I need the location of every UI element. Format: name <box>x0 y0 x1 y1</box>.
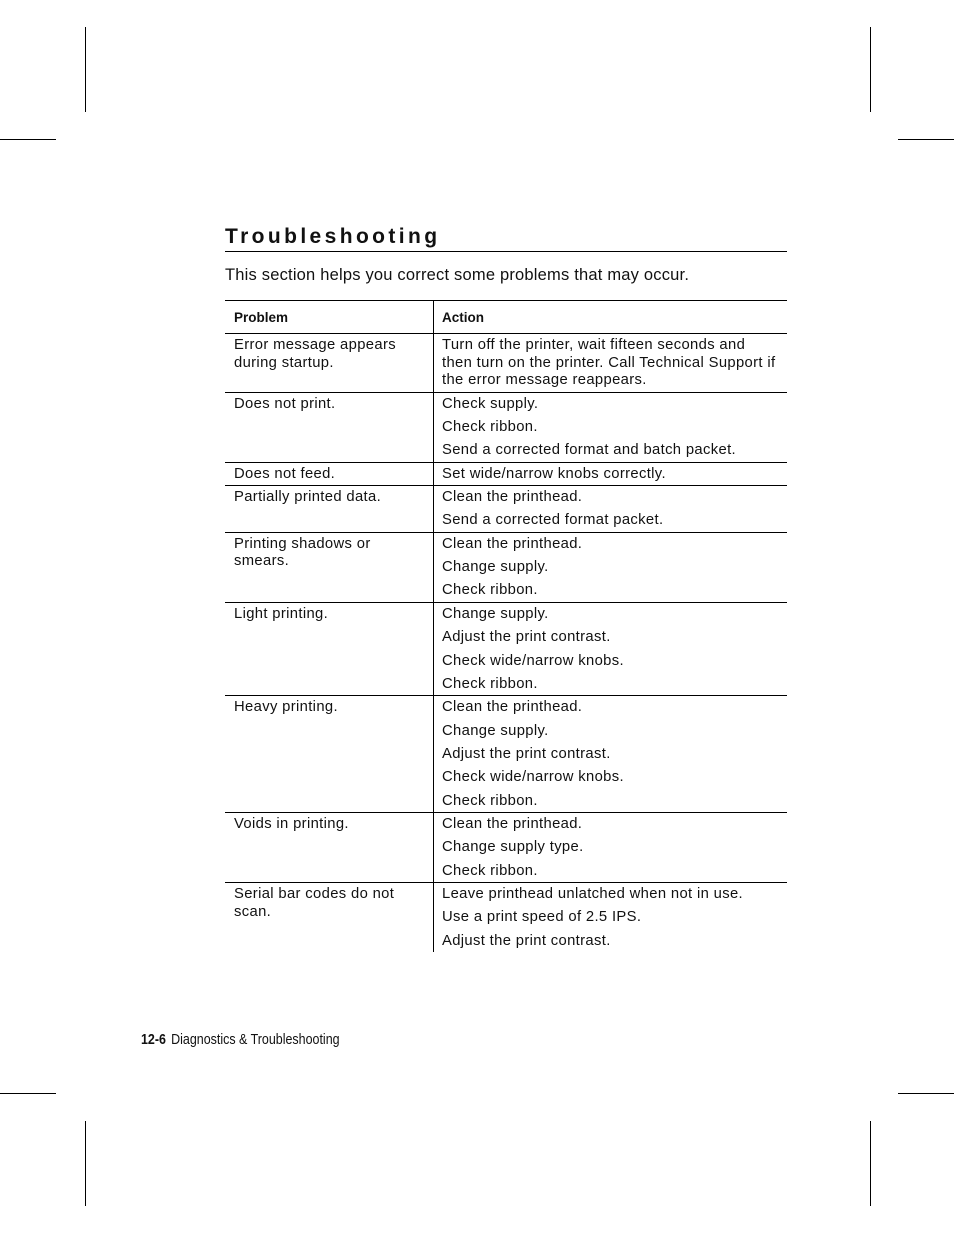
action-cell <box>433 696 787 812</box>
action-cell <box>433 813 787 882</box>
action-item: Check ribbon. <box>442 792 538 809</box>
action-item: Check wide/narrow knobs. <box>442 769 624 786</box>
action-item: Turn off the printer, wait fifteen seconds and then turn on the printer. Call Technical Support if the error message reappears. <box>442 337 776 388</box>
action-item: Clean the printhead. <box>442 489 583 506</box>
table-row <box>225 486 787 533</box>
header-problem: Problem <box>234 310 289 325</box>
section-title: Troubleshooting <box>225 225 441 248</box>
action-item: Set wide/narrow knobs correctly. <box>442 465 666 482</box>
table-row <box>225 334 787 393</box>
action-item: Use a print speed of 2.5 IPS. <box>442 909 642 926</box>
action-item: Adjust the print contrast. <box>442 745 611 762</box>
crop-mark-top-left-horizontal <box>0 139 56 140</box>
problem-cell: Partially printed data. <box>234 489 382 506</box>
action-item: Change supply. <box>442 722 549 739</box>
table-row <box>225 393 787 463</box>
action-cell <box>433 334 787 392</box>
action-item: Change supply type. <box>442 839 584 856</box>
problem-cell: Error message appears during startup. <box>234 337 396 371</box>
problem-cell: Voids in printing. <box>234 816 349 833</box>
crop-mark-top-right-vertical <box>870 27 871 112</box>
title-underline <box>225 251 787 252</box>
action-item: Change supply. <box>442 559 549 576</box>
table-row <box>225 603 787 696</box>
action-item: Send a corrected format packet. <box>442 512 664 529</box>
problem-cell: Printing shadows or smears. <box>234 535 371 570</box>
crop-mark-top-right-horizontal <box>898 139 954 140</box>
action-cell <box>433 533 787 602</box>
table-row <box>225 813 787 883</box>
table-row <box>225 883 787 952</box>
table-row <box>225 463 787 487</box>
problem-cell: Light printing. <box>234 605 329 622</box>
action-item: Clean the printhead. <box>442 699 583 716</box>
problem-cell: Heavy printing. <box>234 699 338 716</box>
section-intro: This section helps you correct some problems that may occur. <box>225 266 690 284</box>
action-cell <box>433 603 787 695</box>
problem-cell: Does not feed. <box>234 465 336 482</box>
action-item: Check wide/narrow knobs. <box>442 652 624 669</box>
action-item: Adjust the print contrast. <box>442 629 611 646</box>
crop-mark-bottom-right-vertical <box>870 1121 871 1206</box>
chapter-title: Diagnostics & Troubleshooting <box>171 1032 340 1048</box>
action-item: Change supply. <box>442 605 549 622</box>
action-cell <box>433 486 787 532</box>
action-item: Check ribbon. <box>442 862 538 879</box>
table-row <box>225 533 787 603</box>
action-item: Check ribbon. <box>442 582 538 599</box>
action-cell <box>433 463 787 486</box>
page-number: 12-6 <box>141 1032 166 1048</box>
action-item: Leave printhead unlatched when not in use. <box>442 886 743 903</box>
table-header-row <box>225 301 787 334</box>
action-item: Check ribbon. <box>442 675 538 692</box>
action-item: Clean the printhead. <box>442 816 583 833</box>
action-item: Check ribbon. <box>442 418 538 435</box>
table-row <box>225 696 787 813</box>
crop-mark-bottom-right-horizontal <box>898 1093 954 1094</box>
action-item: Adjust the print contrast. <box>442 932 611 949</box>
action-item: Send a corrected format and batch packet. <box>442 442 737 459</box>
crop-mark-bottom-left-horizontal <box>0 1093 56 1094</box>
action-cell <box>433 883 787 952</box>
problem-cell: Does not print. <box>234 395 336 412</box>
troubleshooting-table <box>225 300 787 952</box>
problem-cell: Serial bar codes do not scan. <box>234 886 395 920</box>
crop-mark-top-left-vertical <box>85 27 86 112</box>
page-footer <box>141 1030 340 1050</box>
action-cell <box>433 393 787 462</box>
action-item: Check supply. <box>442 395 539 412</box>
crop-mark-bottom-left-vertical <box>85 1121 86 1206</box>
table-body <box>225 334 787 952</box>
action-item: Clean the printhead. <box>442 535 583 552</box>
header-action: Action <box>433 301 787 333</box>
